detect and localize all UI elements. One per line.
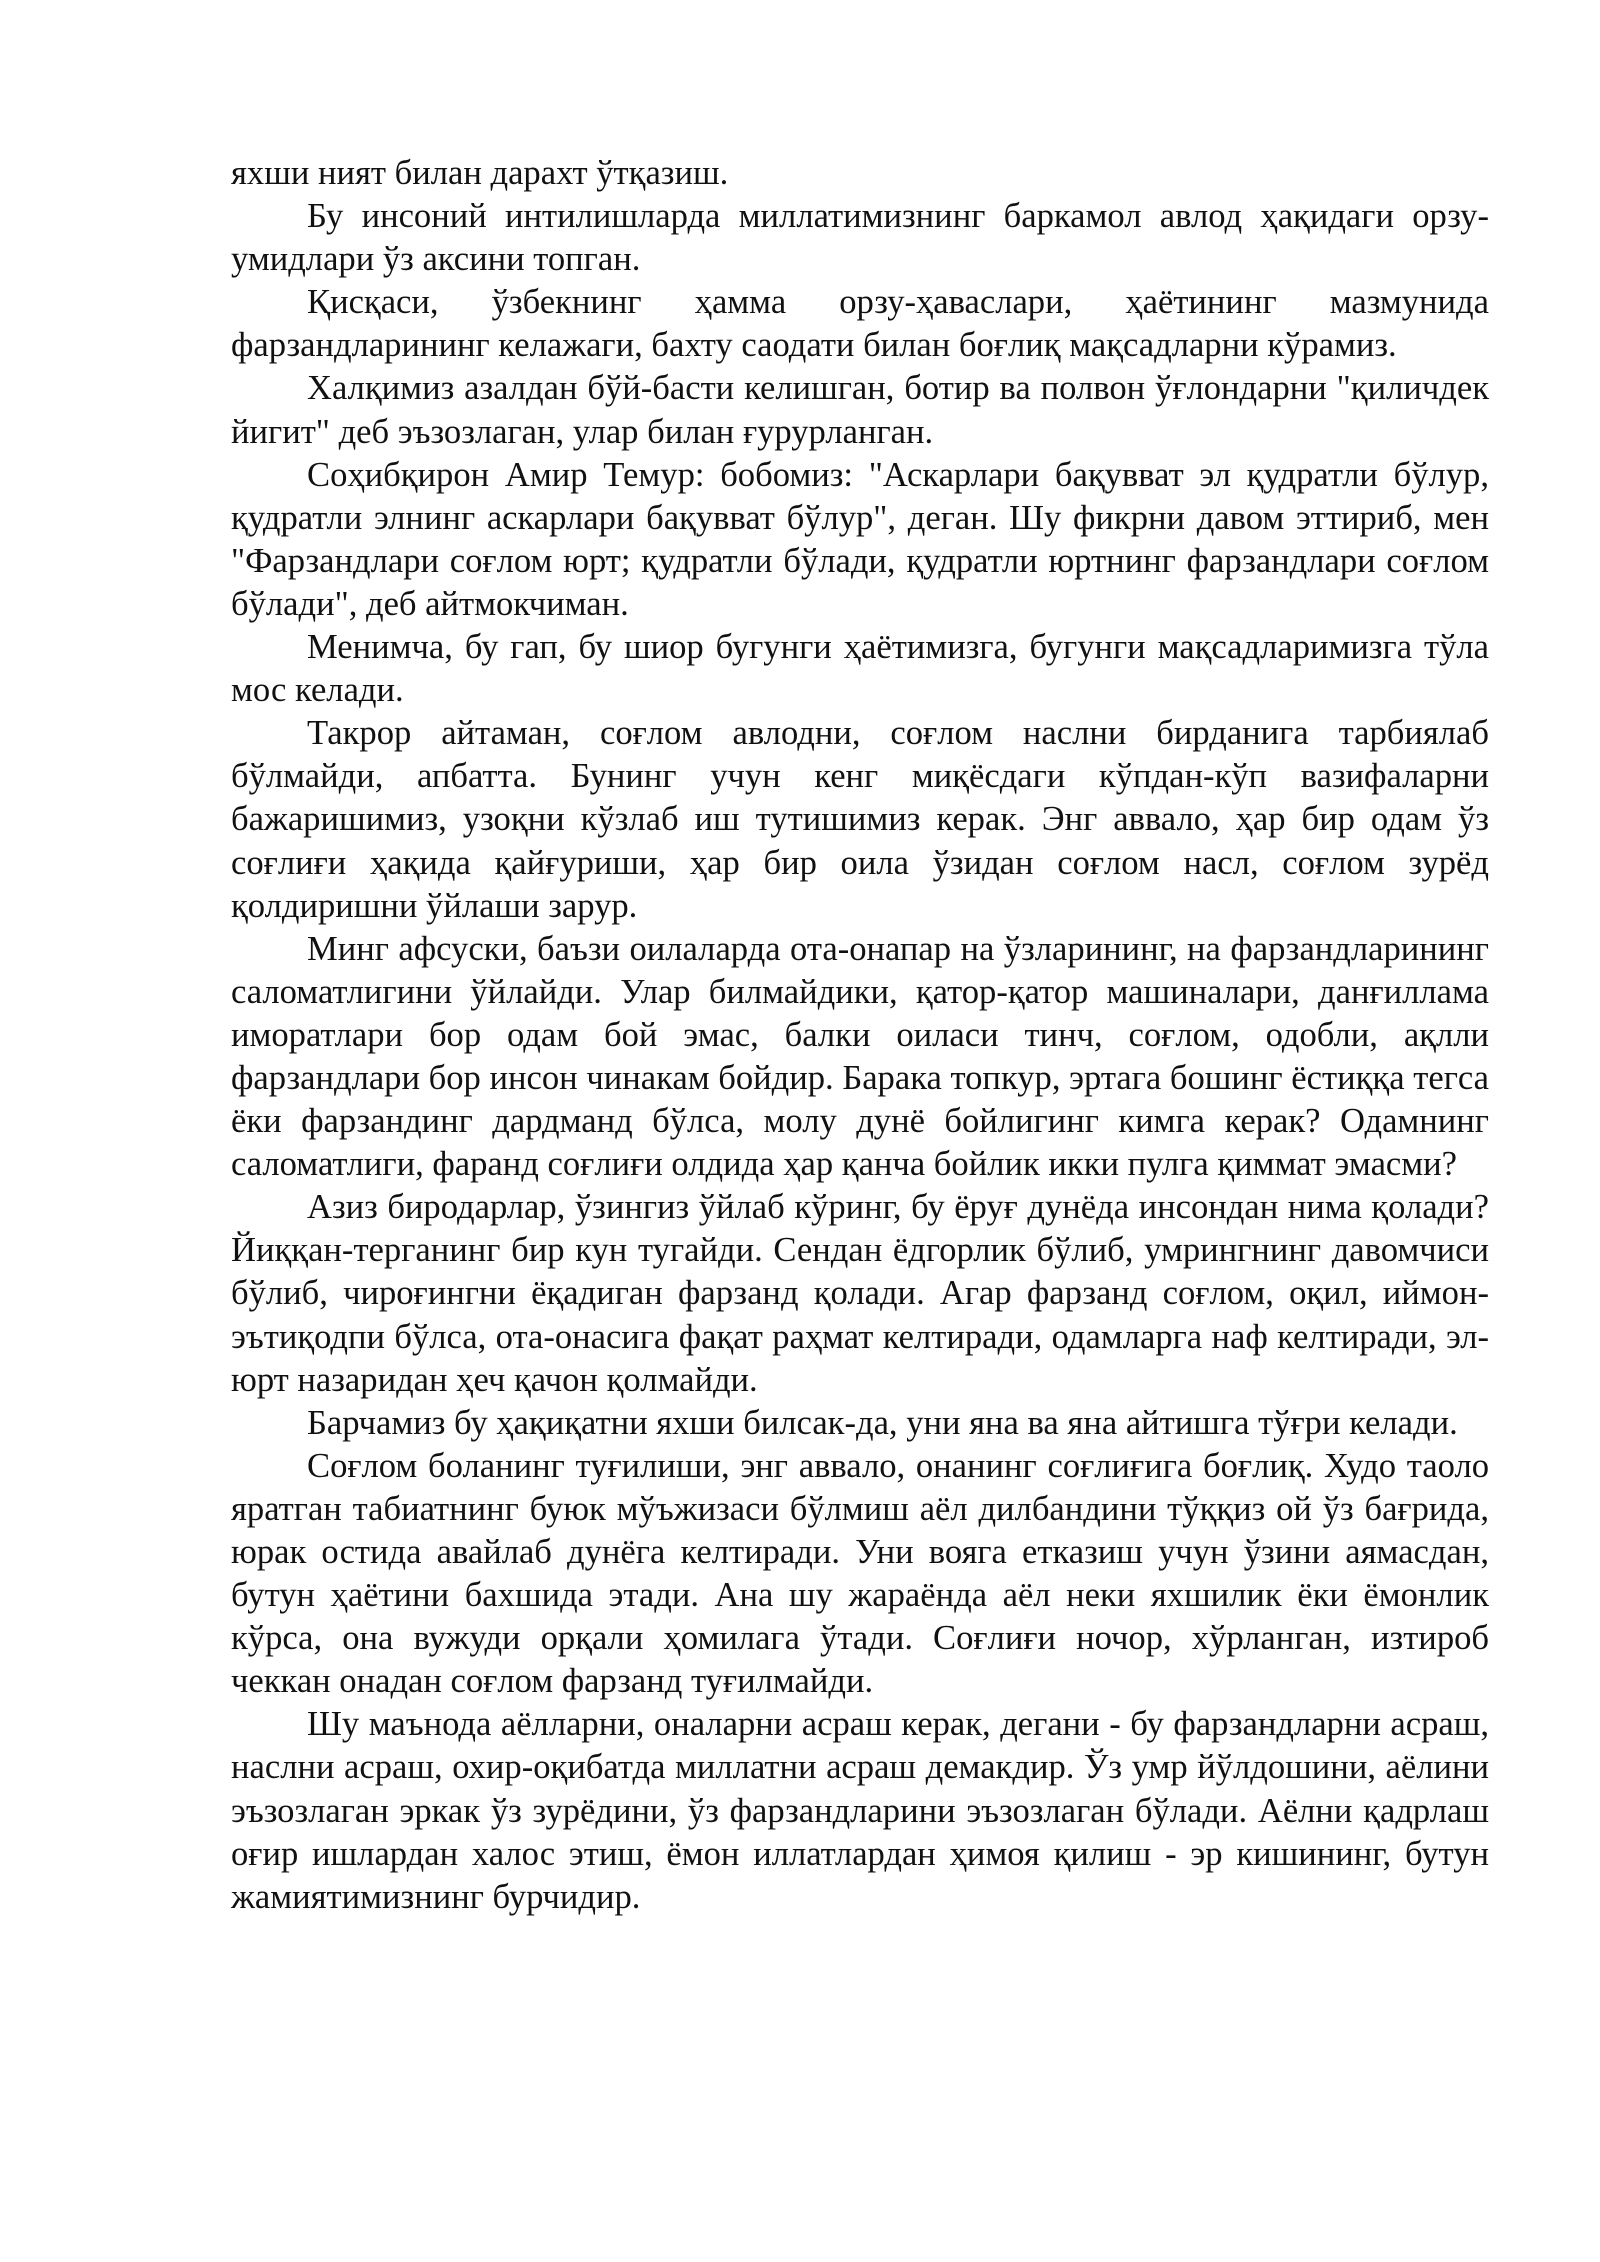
document-body bbox=[231, 152, 1489, 1919]
paragraph-3: Қисқаси, ўзбекнинг ҳамма орзу-ҳаваслари, ҳаётининг мазмунида фарзандларининг келажаги, бахту саодати билан боғлиқ мақсадларни кўрамиз. bbox=[231, 283, 1489, 365]
paragraph-12: Шу маънода аёлларни, оналарни асраш керак, дегани - бу фарзандларни асраш, наслни асраш, охир-оқибатда миллатни асраш демакдир. Ўз умр йўлдошини, аёлини эъзозлаган эркак ўз зурёдини, ўз фарзандларини эъзозлаган бўлади. Аёлни қадрлаш оғир ишлардан халос этиш, ёмон иллатлардан ҳимоя қилиш - эр кишининг, бутун жамиятимизнинг бурчидир. bbox=[231, 1705, 1489, 1916]
paragraph-2: Бу инсоний интилишларда миллатимизнинг баркамол авлод ҳақидаги орзу-умидлари ўз аксини топган. bbox=[231, 197, 1489, 279]
paragraph-7: Такрор айтаман, соғлом авлодни, соғлом наслни бирданига тарбиялаб бўлмайди, апбатта. Бунинг учун кенг миқёсдаги кўпдан-кўп вазифаларни бажаришимиз, узоқни кўзлаб иш тутишимиз керак. Энг аввало, ҳар бир одам ўз соғлиғи ҳақида қайғуриши, ҳар бир оила ўзидан соғлом насл, соғлом зурёд қолдиришни ўйлаши зарур. bbox=[231, 714, 1489, 925]
paragraph-5: Соҳибқирон Амир Темур: бобомиз: "Аскарлари бақувват эл қудратли бўлур, қудратли элнинг аскарлари бақувват бўлур", деган. Шу фикрни давом эттириб, мен "Фарзандлари соғлом юрт; қудратли бўлади, қудратли юртнинг фарзандлари соғлом бўлади", деб айтмокчиман. bbox=[231, 455, 1489, 623]
paragraph-6: Менимча, бу гап, бу шиор бугунги ҳаётимизга, бугунги мақсадларимизга тўла мос келади. bbox=[231, 628, 1489, 710]
paragraph-9: Азиз биродарлар, ўзингиз ўйлаб кўринг, бу ёруғ дунёда инсондан нима қолади? Йиққан-терганинг бир кун тугайди. Сендан ёдгорлик бўлиб, умрингнинг давомчиси бўлиб, чироғингни ёқадиган фарзанд қолади. Агар фарзанд соғлом, оқил, иймон-эътиқодпи бўлса, ота-онасига фақат раҳмат келтиради, одамларга наф келтиради, эл-юрт назаридан ҳеч қачон қолмайди. bbox=[231, 1188, 1489, 1399]
paragraph-8: Минг афсуски, баъзи оилаларда ота-онапар на ўзларининг, на фарзандларининг саломатлигини ўйлайди. Улар билмайдики, қатор-қатор машиналари, данғиллама иморатлари бор одам бой эмас, балки оиласи тинч, соғлом, одобли, ақлли фарзандлари бор инсон чинакам бойдир. Барака топкур, эртага бошинг ёстиққа тегса ёки фарзандинг дардманд бўлса, молу дунё бойлигинг кимга керак? Одамнинг саломатлиги, фаранд соғлиғи олдида ҳар қанча бойлик икки пулга қиммат эмасми? bbox=[231, 929, 1489, 1184]
paragraph-4: Халқимиз азалдан бўй-басти келишган, ботир ва полвон ўғлондарни "қиличдек йигит" деб эъзозлаган, улар билан ғурурланган. bbox=[231, 369, 1489, 451]
paragraph-1: яхши ният билан дарахт ўтқазиш. bbox=[231, 154, 729, 192]
paragraph-11: Соғлом боланинг туғилиши, энг аввало, онанинг соғлиғига боғлиқ. Худо таоло яратган табиатнинг буюк мўъжизаси бўлмиш аёл дилбандини тўққиз ой ўз бағрида, юрак остида авайлаб дунёга келтиради. Уни вояга етказиш учун ўзини аямасдан, бутун ҳаётини бахшида этади. Ана шу жараёнда аёл неки яхшилик ёки ёмонлик кўрса, она вужуди орқали ҳомилага ўтади. Соғлиғи ночор, хўрланган, изтироб чеккан онадан соғлом фарзанд туғилмайди. bbox=[231, 1446, 1489, 1701]
paragraph-10: Барчамиз бу ҳақиқатни яхши билсак-да, уни яна ва яна айтишга тўғри келади. bbox=[307, 1403, 1458, 1442]
